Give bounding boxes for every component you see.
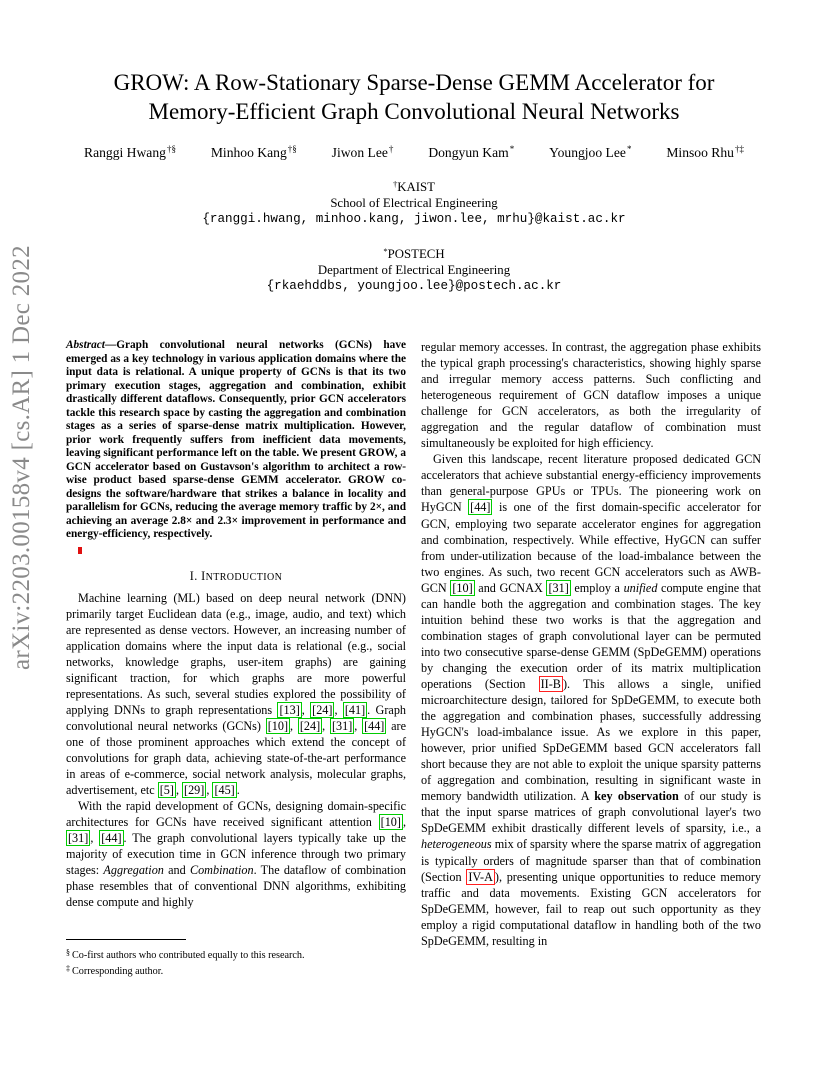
citation-link[interactable]: [10] (380, 815, 401, 830)
citation-link[interactable]: [44] (470, 500, 491, 515)
footnotes (66, 939, 406, 978)
citation-link[interactable]: [31] (331, 718, 353, 733)
title-line-2: Memory-Efficient Graph Convolutional Neural Networks (148, 99, 680, 124)
paragraph: Given this landscape, recent literature proposed dedicated GCN accelerators that achieve substantial energy-efficiency improvements than general-purpose GPUs or TPUs. The pioneering work on HyGCN [44] is one of the first domain-specific accelerator for GCN, employing two separate accelerator engines for aggregation and combination, respectively. While effective, HyGCN can suffer from under-utilization because of the load-imbalance between the two engines. As such, two recent GCN accelerators such as AWB-GCN [10] and GCNAX [31] employ a unified compute engine that can handle both the aggregation and combination stages. The key intuition behind these two works is that the aggregation and combination stages of graph convolutional layer can be permuted into two consecutive sparse-dense GEMM (SpDeGEMM) operations by changing the execution order of its matrix multiplication operations (Section II-B ). This allows a single, unified microarchitecture design, tailored for SpDeGEMM, to execute both the aggregation and combination phases, successfully addressing HyGCN's load-imbalance issue. As we explore in this paper, however, prior unified SpDeGEMM based GCN accelerators fall short because they are not able to exploit the unique sparsity patterns of aggregation and combination, resulting in significant waste in memory bandwidth utilization. A key observation of our study is that the input sparse matrices of graph convolutional layer's two SpDeGEMM exhibit drastically different levels of sparsity, i.e., a heterogeneous mix of sparsity where the sparse matrix of aggregation is typically orders of magnitude sparser than that of combination (Section IV-A ), presenting unique opportunities to reduce memory traffic and data movements. Existing GCN accelerators for SpDeGEMM, however, fail to reap out such opportunity as they employ a rigid computational dataflow in handling both of the two SpDeGEMM, resulting in (421, 452, 762, 948)
citation-link[interactable]: [13] (279, 702, 300, 717)
citation-link[interactable]: [31] (68, 831, 89, 846)
author: Minhoo Kang†§ (210, 144, 297, 160)
author: Jiwon Lee† (331, 144, 394, 160)
citation-link[interactable]: [29] (184, 783, 205, 798)
annotation-mark (78, 547, 82, 554)
section-link[interactable]: II-B (540, 676, 561, 691)
author: Ranggi Hwang†§ (84, 144, 176, 160)
citation-link[interactable]: [45] (214, 783, 235, 798)
paragraph: regular memory accesses. In contrast, the aggregation phase exhibits the typical graph processing's characteristics, showing highly sparse and irregular memory access patterns. Such conflicting and heterogeneous requirement of GCN dataflow imposes a unique challenge for GCN accelerators, as both the irregularity of aggregation and the regular dataflow of combination must simultaneously be exploited for high efficiency. (421, 340, 761, 451)
citation-link[interactable]: [31] (548, 580, 569, 595)
abstract: Abstract—Graph convolutional neural networks (GCNs) have emerged as a key technology in various application domains where the input data is relational. A unique property of GCNs is that its two primary execution stages, aggregation and combination, exhibit drastically different dataflows. Consequently, prior GCN accelerators tackle this research space by casting the aggregation and combination stages as a series of sparse-dense matrix multiplication. However, prior work frequently suffers from inefficient data movements, leaving significant performance left on the table. We present GROW, a GCN accelerator based on Gustavson's algorithm to architect a row-wise product based sparse-dense GEMM accelerator. GROW co-designs the software/hardware that strikes a balance in locality and parallelism for GCNs, reducing the average memory traffic by 2×, and achieving an average 2.8× and 2.3× improvement in performance and energy-efficiency, respectively. (66, 339, 406, 540)
section-heading: I. INTRODUCTION (189, 568, 283, 583)
citation-link[interactable]: [44] (101, 831, 122, 846)
paragraph: Machine learning (ML) based on deep neural network (DNN) primarily target Euclidean data (e.g., image, audio, and text) which are represented as dense vectors. However, an increasing number of application domains where the input data is relational (e.g., social networks, knowledge graphs, user-item graphs) are gaining significant traction, for which graphs are more powerful representations. As such, several studies explored the possibility of applying DNNs to graph representations [13] , [24] , [41] . Graph convolutional neural networks (GCNs) [10] , [24] , [31] , [44] are one of those prominent approaches which extend the concept of convolutions for graph data, achieving state-of-the-art performance in areas of e-commerce, social network analysis, molecular graphs, advertisement, etc [5] , [29] , [45] . (66, 590, 407, 798)
footnote: ‡ Corresponding author. (66, 963, 164, 977)
section-link[interactable]: IV-A (468, 869, 493, 884)
email-list: {rkaehddbs, youngjoo.lee}@postech.ac.kr (266, 279, 562, 293)
arxiv-identifier: arXiv:2203.00158v4 [cs.AR] 1 Dec 2022 (8, 245, 35, 670)
footnote-rule (66, 939, 186, 940)
title-line-1: GROW: A Row-Stationary Sparse-Dense GEMM Accelerator for (113, 70, 715, 95)
citation-link[interactable]: [5] (159, 783, 174, 798)
author-list (70, 144, 758, 161)
citation-link[interactable]: [10] (452, 580, 473, 595)
citation-link[interactable]: [10] (267, 718, 289, 733)
email-list: {ranggi.hwang, minhoo.kang, jiwon.lee, mrhu}@kaist.ac.kr (202, 212, 626, 226)
author: Youngjoo Lee* (549, 144, 632, 160)
paper-title (70, 68, 758, 126)
author: Minsoo Rhu†‡ (666, 144, 744, 160)
affiliation-kaist: †KAIST School of Electrical Engineering {ranggi.hwang, minhoo.kang, jiwon.lee, mrhu}@kaist.ac.kr (70, 176, 758, 227)
paragraph: With the rapid development of GCNs, designing domain-specific architectures for GCNs have received significant attention [10] , [31] , [44] . The graph convolutional layers typically take up the majority of execution time in GCN inference through two primary stages: Aggregation and Combination. The dataflow of combination phase resembles that of conventional DNN algorithms, exhibiting dense compute and highly (66, 799, 407, 910)
citation-link[interactable]: [44] (364, 718, 385, 733)
right-column (421, 339, 761, 949)
left-column (66, 339, 406, 910)
citation-link[interactable]: [24] (299, 718, 321, 733)
footnote: § Co-first authors who contributed equally to this research. (66, 948, 305, 961)
citation-link[interactable]: [41] (344, 702, 366, 717)
citation-link[interactable]: [24] (312, 702, 333, 717)
author: Dongyun Kam* (428, 144, 515, 160)
affiliation-postech: *POSTECH Department of Electrical Engineering {rkaehddbs, youngjoo.lee}@postech.ac.kr (70, 243, 758, 294)
